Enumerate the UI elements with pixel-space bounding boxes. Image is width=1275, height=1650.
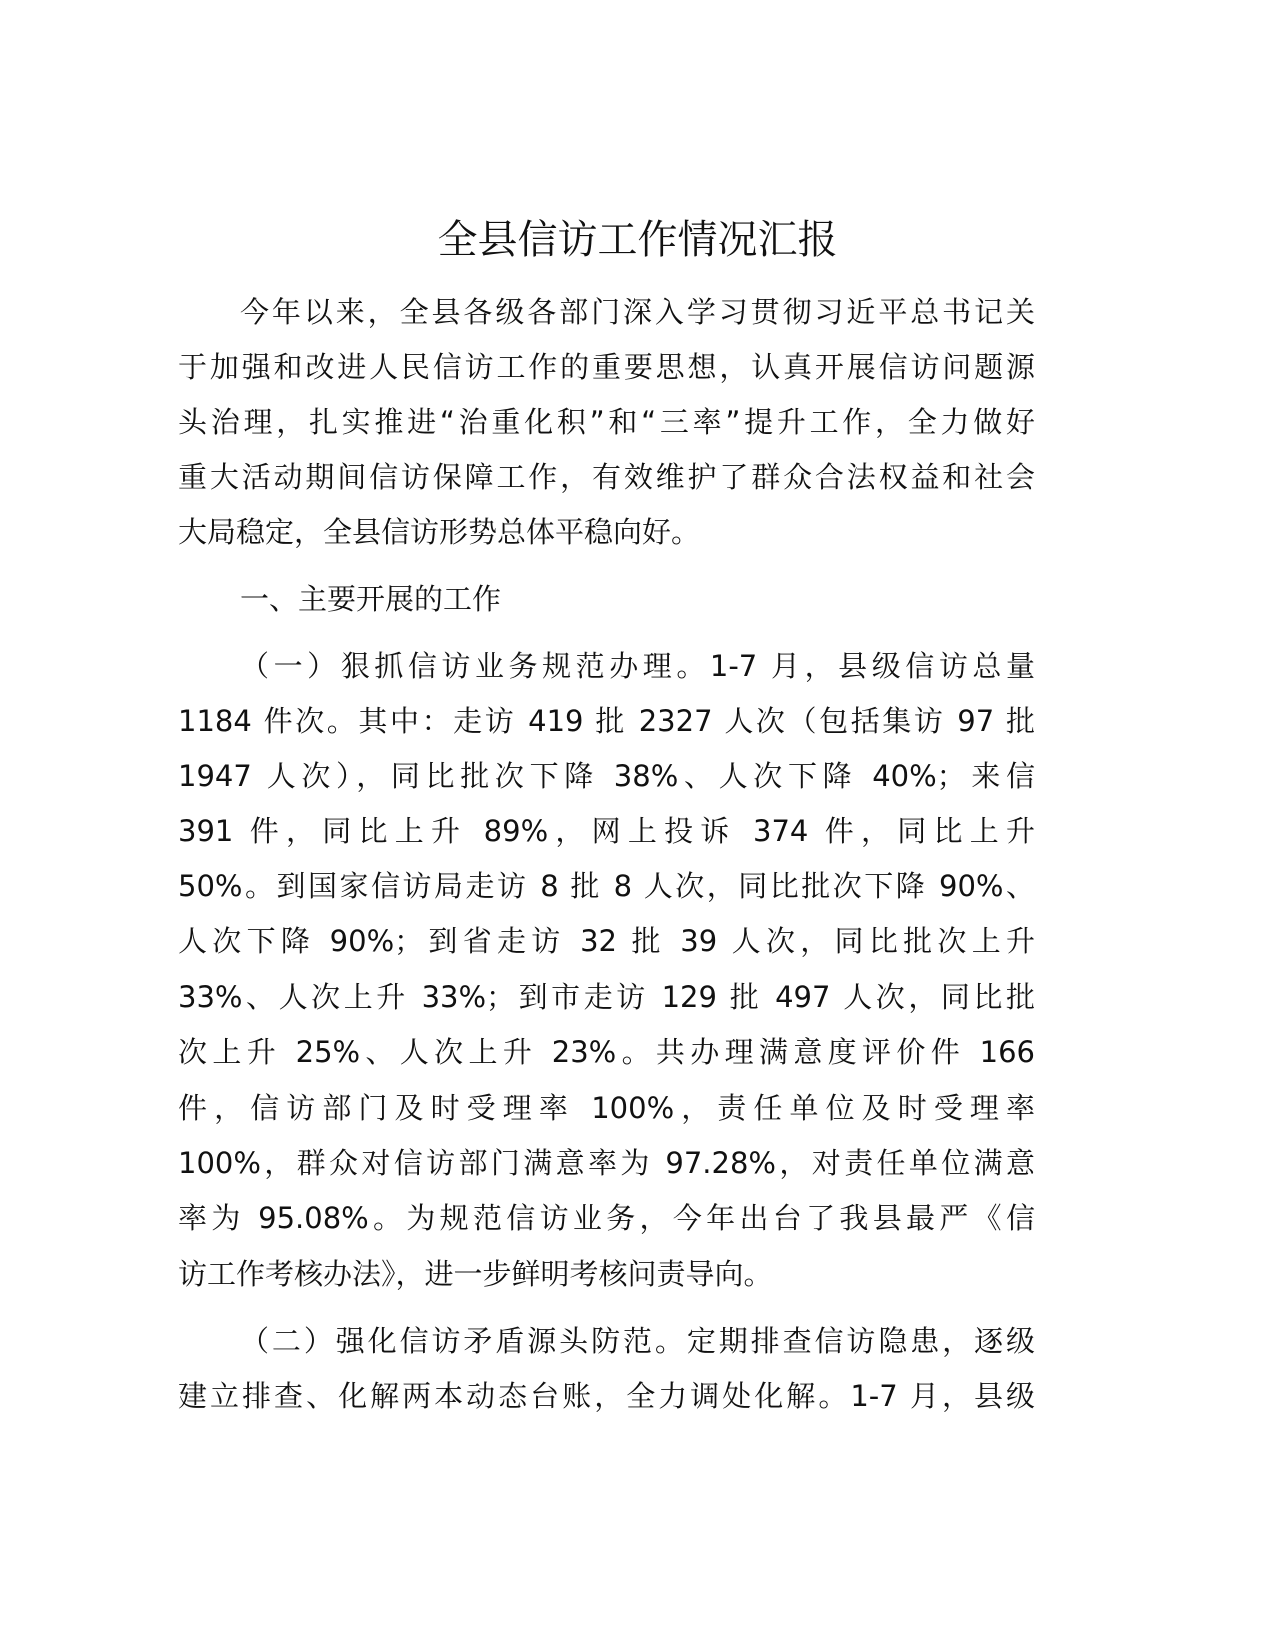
text-line: 人次下降 90%；到省走访 32 批 39 人次，同比批次上升 bbox=[178, 924, 1035, 958]
text-line: 头治理，扎实推进“治重化积”和“三率”提升工作，全力做好 bbox=[178, 405, 1035, 439]
text-line: 于加强和改进人民信访工作的重要思想，认真开展信访问题源 bbox=[178, 350, 1035, 384]
text-line: 50%。到国家信访局走访 8 批 8 人次，同比批次下降 90%、 bbox=[178, 869, 1035, 903]
text-line: 次上升 25%、人次上升 23%。共办理满意度评价件 166 bbox=[178, 1035, 1035, 1069]
text-line: 建立排查、化解两本动态台账，全力调处化解。1-7 月，县级 bbox=[178, 1379, 1035, 1413]
text-line: 1184 件次。其中：走访 419 批 2327 人次（包括集访 97 批 bbox=[178, 704, 1035, 738]
text-line: 今年以来，全县各级各部门深入学习贯彻习近平总书记关 bbox=[240, 295, 1035, 329]
text-line: 率为 95.08%。为规范信访业务，今年出台了我县最严《信 bbox=[178, 1201, 1035, 1235]
text-line: （一）狠抓信访业务规范办理。1-7 月，县级信访总量 bbox=[240, 649, 1035, 683]
text-line: 访工作考核办法》，进一步鲜明考核问责导向。 bbox=[178, 1257, 773, 1291]
document-title: 全县信访工作情况汇报 bbox=[437, 217, 838, 263]
text-line: 33%、人次上升 33%；到市走访 129 批 497 人次，同比批 bbox=[178, 980, 1035, 1014]
text-line: 391 件，同比上升 89%，网上投诉 374 件，同比上升 bbox=[178, 814, 1035, 848]
section-heading: 一、主要开展的工作 bbox=[240, 582, 502, 616]
text-line: （二）强化信访矛盾源头防范。定期排查信访隐患，逐级 bbox=[240, 1324, 1035, 1358]
text-line: 大局稳定，全县信访形势总体平稳向好。 bbox=[178, 515, 701, 549]
text-line: 件，信访部门及时受理率 100%，责任单位及时受理率 bbox=[178, 1091, 1035, 1125]
text-line: 重大活动期间信访保障工作，有效维护了群众合法权益和社会 bbox=[178, 460, 1035, 494]
text-line: 1947 人次），同比批次下降 38%、人次下降 40%；来信 bbox=[178, 759, 1035, 793]
text-line: 100%，群众对信访部门满意率为 97.28%，对责任单位满意 bbox=[178, 1146, 1035, 1180]
